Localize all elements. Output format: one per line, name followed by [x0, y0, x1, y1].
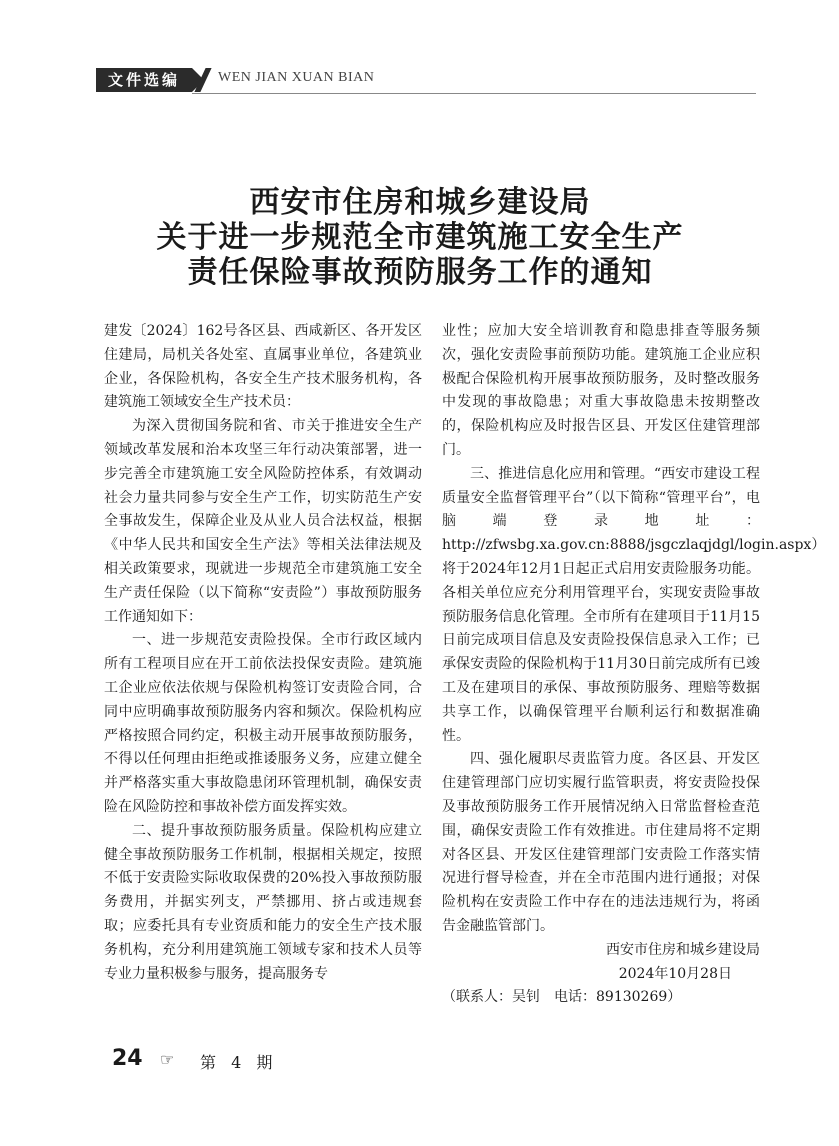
signature-issuer: 西安市住房和城乡建设局: [606, 941, 760, 958]
header-rule: [192, 93, 756, 94]
section-1-paragraph: 一、进一步规范安责险投保。全市行政区域内所有工程项目应在开工前依法投保安责险。建筑施工企业应依法依规与保险机构签订安责险合同，合同中应明确事故预防服务内容和频次。保险机构应严格按照合同约定，积极主动开展事故预防服务，不得以任何理由拒绝或推诿服务义务，应建立健全并严格落实重大事故隐患闭环管理机制，确保安责险在风险防控和事故补偿方面发挥实效。: [104, 632, 422, 815]
issue-number: 第 4 期: [200, 1053, 278, 1072]
title-line-1: 西安市住房和城乡建设局: [249, 185, 591, 220]
section-4-paragraph: 四、强化履职尽责监管力度。各区县、开发区住建管理部门应切实履行监管职责，将安责险投保及事故预防服务工作开展情况纳入日常监督检查范围，确保安责险工作有效推进。市住建局将不定期对各区县、开发区住建管理部门安责险工作落实情况进行督导检查，并在全市范围内进行通报；对保险机构在安责险工作中存在的违法违规行为，将函告金融监管部门。: [442, 751, 760, 934]
addressee-paragraph: 建发〔2024〕162号各区县、西咸新区、各开发区住建局，局机关各处室、直属事业单位，各建筑业企业，各保险机构，各安全生产技术服务机构，各建筑施工领域安全生产技术员：: [104, 323, 422, 411]
right-column: [442, 320, 826, 1010]
section-english: WEN JIAN XUAN BIAN: [218, 70, 375, 85]
hand-pointing-icon: ☞: [160, 1050, 175, 1069]
document-title: [90, 185, 750, 290]
left-column: [104, 320, 422, 986]
title-line-2: 关于进一步规范全市建筑施工安全生产: [156, 220, 684, 255]
section-header: [96, 64, 756, 94]
section-2-continued: 业性；应加大安全培训教育和隐患排查等服务频次，强化安责险事前预防功能。建筑施工企业应积极配合保险机构开展事故预防服务，及时整改服务中发现的事故隐患；对重大事故隐患未按期整改的，保险机构应及时报告区县、开发区住建管理部门。: [442, 323, 760, 458]
signature-date: 2024年10月28日: [618, 965, 732, 982]
section-3-paragraph: 三、推进信息化应用和管理。“西安市建设工程质量安全监督管理平台”（以下简称“管理平台”，电脑端登录地址：http://zfwsbg.xa.gov.cn:8888/jsgczlaqjdgl/login.aspx）将于2024年12月1日起正式启用安责险服务功能。各相关单位应充分利用管理平台，实现安责险事故预防服务信息化管理。全市所有在建项目于11月15日前完成项目信息及安责险投保信息录入工作；已承保安责险的保险机构于11月30日前完成所有已竣工及在建项目的承保、事故预防服务、理赔等数据共享工作，以确保管理平台顺利运行和数据准确性。: [442, 465, 826, 744]
section-tag: 文件选编: [96, 68, 192, 92]
page-number: 24: [112, 1046, 143, 1071]
section-2-paragraph: 二、提升事故预防服务质量。保险机构应建立健全事故预防服务工作机制，根据相关规定，按照不低于安责险实际收取保费的20%投入事故预防服务费用，并据实列支，严禁挪用、挤占或违规套取；应委托具有专业资质和能力的安全生产技术服务机构，充分利用建筑施工领域专家和技术人员等专业力量积极参与服务，提高服务专: [104, 822, 422, 982]
intro-paragraph: 为深入贯彻国务院和省、市关于推进安全生产领域改革发展和治本攻坚三年行动决策部署，进一步完善全市建筑施工安全风险防控体系，有效调动社会力量共同参与安全生产工作，切实防范生产安全事故发生，保障企业及从业人员合法权益，根据《中华人民共和国安全生产法》等相关法律法规及相关政策要求，现就进一步规范全市建筑施工安全生产责任保险（以下简称“安责险”）事故预防服务工作通知如下：: [104, 418, 422, 625]
contact-line: （联系人：吴钊 电话：89130269）: [442, 989, 682, 1006]
title-line-3: 责任保险事故预防服务工作的通知: [187, 255, 653, 290]
